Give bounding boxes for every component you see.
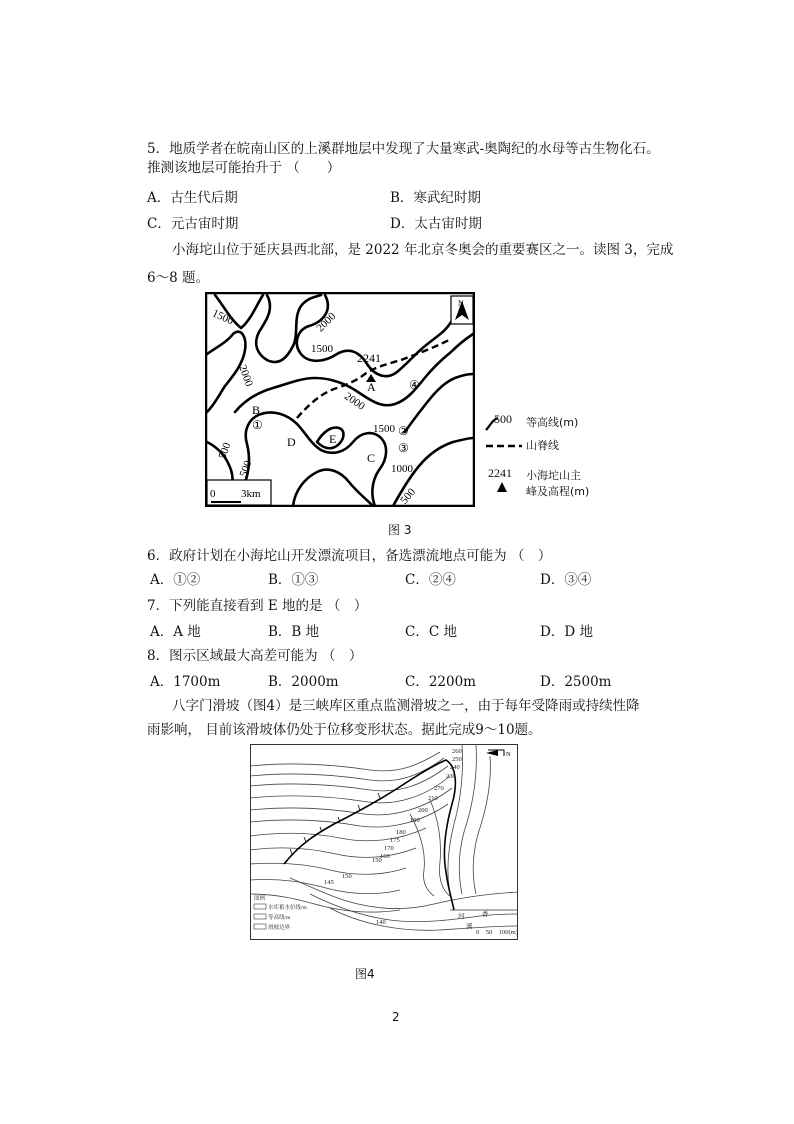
svg-text:水库蓄水位线/m: 水库蓄水位线/m (268, 905, 307, 911)
legend-peak-value: 2241 (488, 466, 512, 480)
svg-text:500: 500 (216, 441, 234, 461)
figure-4-map (250, 744, 518, 940)
svg-text:C: C (367, 451, 376, 465)
svg-text:E: E (329, 432, 337, 446)
q8-option-c[interactable]: C．2200m (405, 674, 476, 690)
svg-text:图例: 图例 (254, 896, 266, 902)
q5-stem-line2: 推测该地层可能抬升于 （ ） (147, 160, 341, 176)
q5-option-a[interactable]: A．古生代后期 (147, 190, 238, 206)
intro-9-10-line2: 雨影响， 目前该滑坡体仍处于位移变形状态。据此完成9～10题。 (147, 722, 542, 738)
svg-text:190: 190 (410, 817, 420, 824)
figure-4-svg (250, 744, 518, 940)
q5-option-d[interactable]: D．太古宙时期 (390, 216, 482, 232)
q7-option-d[interactable]: D．D 地 (540, 624, 593, 640)
q8-stem: 8．图示区域最大高差可能为 （ ） (147, 648, 363, 664)
svg-text:A: A (367, 380, 376, 394)
svg-text:N: N (458, 299, 464, 308)
svg-text:①: ① (252, 418, 263, 432)
svg-text:④: ④ (409, 378, 420, 392)
svg-text:滑坡边界: 滑坡边界 (268, 925, 291, 931)
figure-3-legend (484, 412, 614, 508)
svg-text:150: 150 (342, 873, 352, 880)
intro-6-8-line1: 小海坨山位于延庆县西北部，是 2022 年北京冬奥会的重要赛区之一。读图 3，完成 (172, 242, 674, 258)
page-number: 2 (392, 1010, 400, 1024)
svg-text:2000: 2000 (236, 363, 255, 389)
svg-text:③: ③ (398, 441, 409, 455)
q5-option-c[interactable]: C．元古宙时期 (147, 216, 239, 232)
legend-contour-value: 500 (494, 412, 512, 426)
q6-option-a[interactable]: A．①② (150, 572, 201, 588)
svg-text:500: 500 (398, 486, 419, 507)
svg-text:D: D (287, 435, 296, 449)
q7-option-c[interactable]: C．C 地 (405, 624, 457, 640)
legend-contour-label: 等高线(m) (526, 416, 579, 429)
q7-option-a[interactable]: A．A 地 (150, 624, 201, 640)
svg-text:270: 270 (434, 785, 444, 792)
q6-option-c[interactable]: C．②④ (405, 572, 456, 588)
svg-text:260: 260 (452, 748, 462, 755)
svg-text:2241: 2241 (357, 351, 381, 365)
intro-6-8-line2: 6～8 题。 (147, 270, 209, 286)
q7-stem: 7．下列能直接看到 E 地的是 （ ） (147, 598, 368, 614)
svg-text:N: N (506, 751, 511, 758)
legend-peak-label-2: 峰及高程(m) (526, 485, 590, 498)
svg-text:等高线/m: 等高线/m (268, 915, 291, 921)
q6-stem: 6．政府计划在小海坨山开发漂流项目，备选漂流地点可能为 （ ） (147, 548, 552, 564)
q7-option-b[interactable]: B．B 地 (268, 624, 320, 640)
svg-text:溪: 溪 (466, 923, 473, 930)
q8-option-b[interactable]: B．2000m (268, 674, 339, 690)
svg-text:180: 180 (396, 829, 406, 836)
svg-text:香: 香 (482, 911, 489, 918)
figure-3-map (205, 292, 475, 507)
svg-text:250: 250 (452, 756, 462, 763)
svg-text:140: 140 (376, 919, 386, 926)
legend-ridge-label: 山脊线 (526, 439, 559, 452)
q5-stem-line1: 5．地质学者在皖南山区的上溪群地层中发现了大量寒武-奥陶纪的水母等古生物化石。 (147, 141, 660, 157)
svg-text:1000: 1000 (391, 463, 413, 475)
figure-4-caption: 图4 (355, 967, 375, 981)
svg-text:240: 240 (450, 764, 460, 771)
svg-text:B: B (252, 403, 261, 417)
svg-text:1500: 1500 (210, 307, 236, 328)
svg-text:3km: 3km (241, 488, 261, 500)
svg-text:175: 175 (390, 837, 400, 844)
q8-option-d[interactable]: D．2500m (540, 674, 612, 690)
svg-text:230: 230 (446, 773, 456, 780)
svg-text:200: 200 (418, 807, 428, 814)
q6-option-b[interactable]: B．①③ (268, 572, 319, 588)
svg-text:2000: 2000 (342, 390, 367, 413)
figure-3-caption: 图 3 (388, 523, 412, 537)
svg-text:河: 河 (458, 913, 465, 920)
svg-text:②: ② (398, 424, 409, 438)
q6-option-d[interactable]: D．③④ (540, 572, 592, 588)
svg-text:210: 210 (428, 795, 438, 802)
svg-text:160: 160 (380, 853, 390, 860)
legend-peak-label-1: 小海坨山主 (526, 469, 581, 482)
svg-text:150: 150 (372, 857, 382, 864)
q8-option-a[interactable]: A．1700m (150, 674, 221, 690)
svg-text:1500: 1500 (373, 423, 395, 435)
svg-text:500: 500 (237, 459, 255, 479)
figure-3-svg (205, 292, 475, 507)
svg-text:0: 0 (210, 488, 216, 500)
svg-text:1500: 1500 (311, 343, 333, 355)
q5-option-b[interactable]: B．寒武纪时期 (390, 190, 481, 206)
svg-text:0 50 100(m): 0 50 100(m) (476, 929, 518, 936)
svg-text:145: 145 (324, 879, 334, 886)
intro-9-10-line1: 八字门滑坡（图4）是三峡库区重点监测滑坡之一，由于每年受降雨或持续性降 (172, 698, 640, 714)
svg-text:2000: 2000 (314, 310, 339, 335)
svg-text:170: 170 (384, 845, 394, 852)
